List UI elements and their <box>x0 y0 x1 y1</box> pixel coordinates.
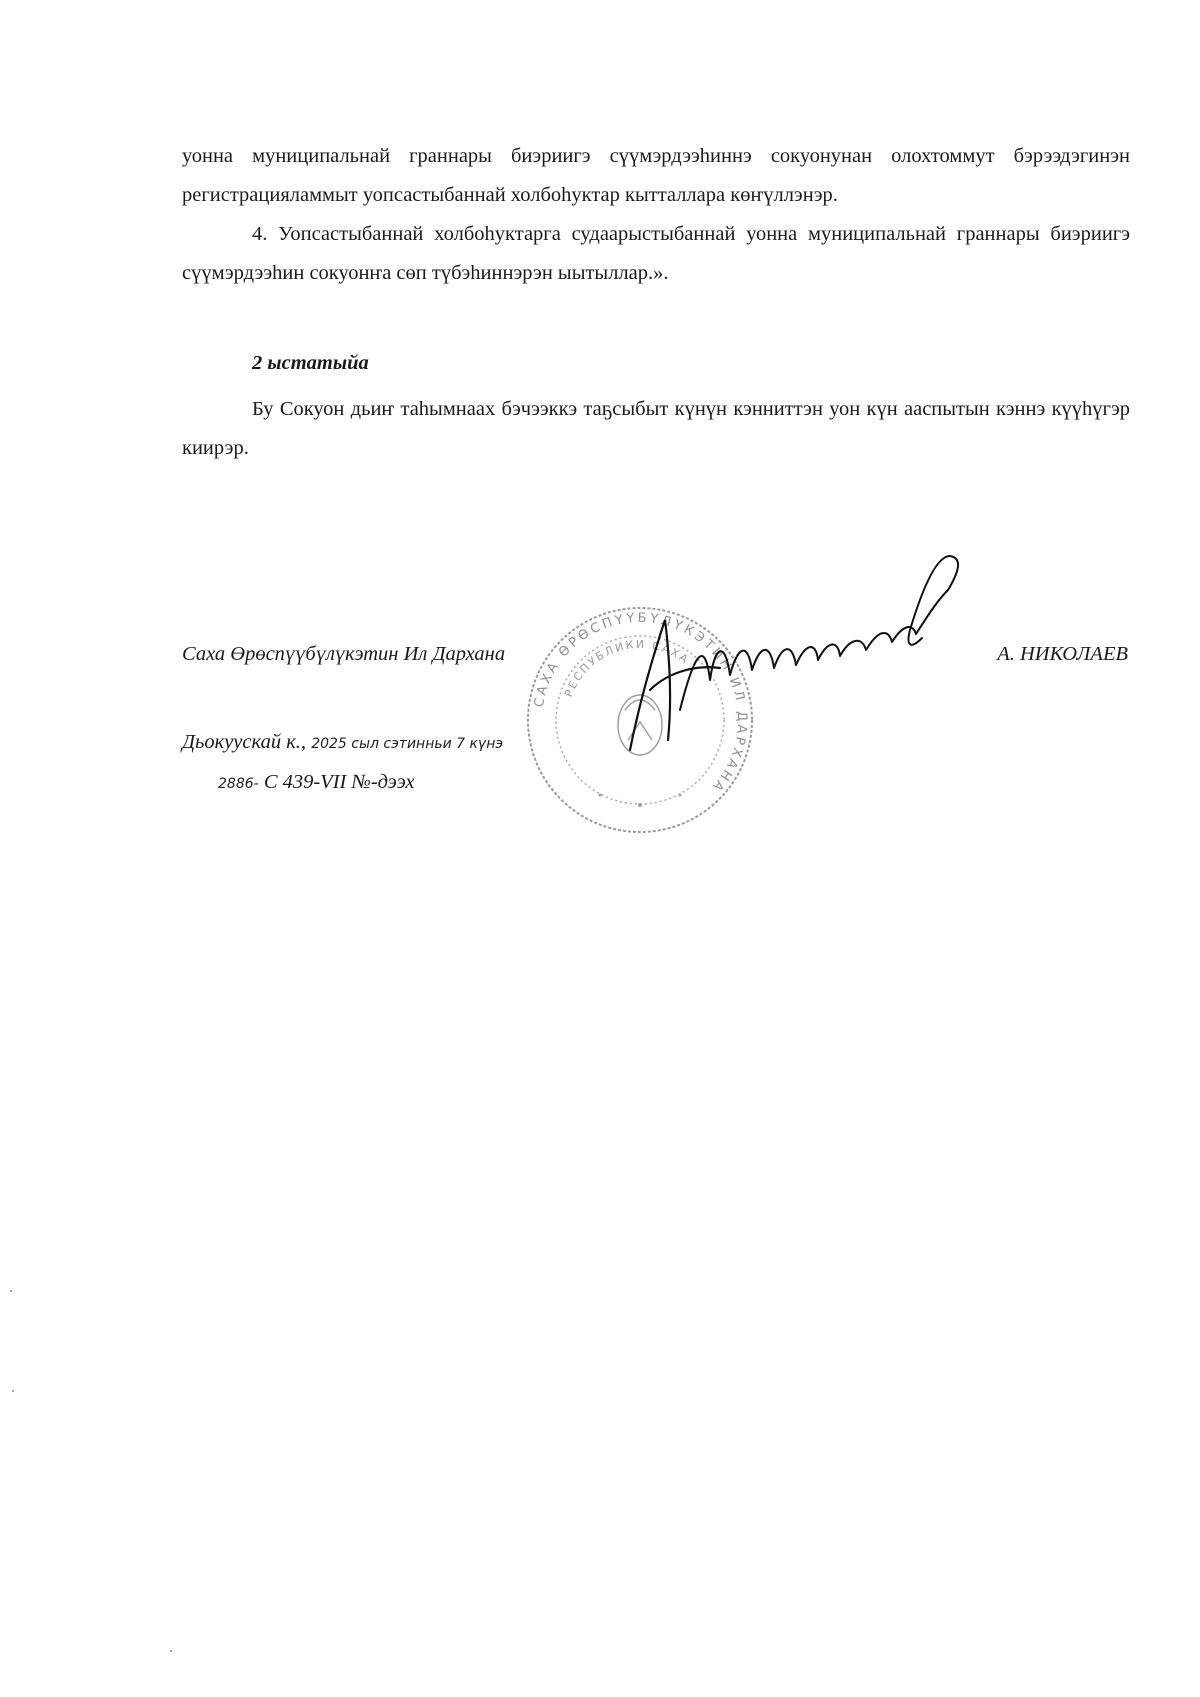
scan-speck <box>170 1650 172 1652</box>
place-prefix: Дьокуускай к., <box>182 731 307 753</box>
paragraph-item-4: 4. Уопсастыбаннай холбоһуктарга судаарыстыбаннай уонна муниципальнай граннары биэриигэ сүүмэрдээһин сокуонҥа сөп түбэһиннэрэн ыытыллар.». <box>182 223 1130 284</box>
signer-title: Саха Өрөспүүбүлүкэтин Ил Дархана <box>182 643 506 665</box>
svg-text:РЕСПУБЛИКИ САХА: РЕСПУБЛИКИ САХА <box>562 637 692 699</box>
svg-text:САХА ӨРӨСПҮҮБҮЛҮКЭТИН ИЛ ДАРХА: САХА ӨРӨСПҮҮБҮЛҮКЭТИН ИЛ ДАРХАНА <box>531 610 750 796</box>
scan-speck <box>10 1290 12 1292</box>
document-number-suffix: С 439-VII №-дээх <box>263 771 415 793</box>
article-heading: 2 ыстатыйа <box>252 352 369 374</box>
scan-speck <box>12 1390 14 1392</box>
signer-name: А. НИКОЛАЕВ <box>997 643 1128 665</box>
article-text: Бу Сокуон дьиҥ таһымнаах бэчээккэ таҕсыбыт күнүн кэнниттэн уон күн ааспытын кэннэ күүһүгэр киирэр. <box>182 398 1130 459</box>
paragraph-continuation: уонна муниципальнай граннары биэриигэ сүүмэрдээһиннэ сокуонунан олохтоммут бэрээдэгинэн регистрацияламмыт уопсастыбаннай холбоһуктар кытталлара көҥүллэнэр. <box>182 145 1130 206</box>
place-and-date <box>182 731 503 754</box>
document-number <box>218 771 415 794</box>
handwritten-date: 2025 сыл сэтинньи 7 күнэ <box>311 736 504 752</box>
handwritten-number: 2886- <box>218 776 259 792</box>
handwritten-signature <box>610 550 1010 780</box>
